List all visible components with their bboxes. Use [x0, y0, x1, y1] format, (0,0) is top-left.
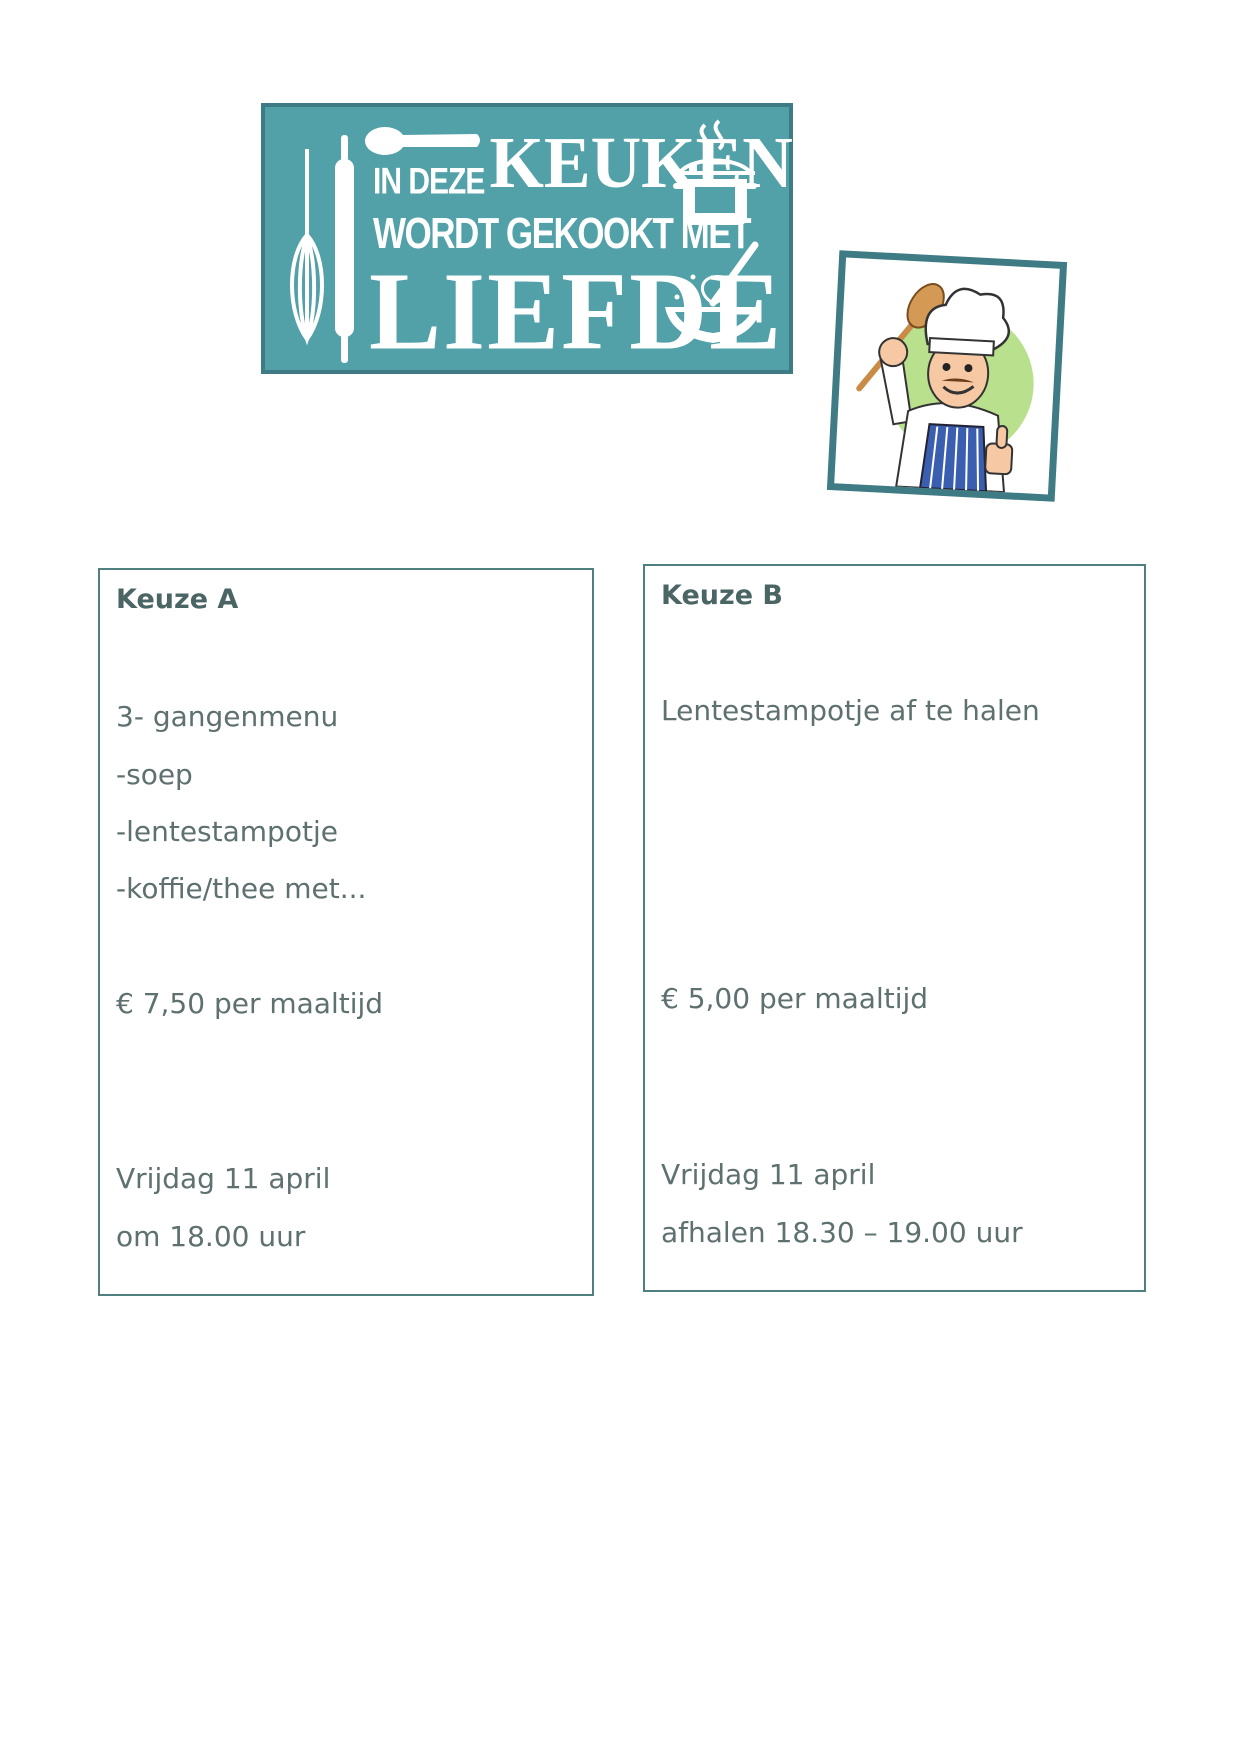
keuze-a-time: om 18.00 uur	[116, 1220, 306, 1253]
keuze-a-title: Keuze A	[116, 584, 239, 615]
keuze-a-card	[98, 568, 594, 1296]
keuze-a-item-soep: -soep	[116, 758, 193, 791]
keuze-a-price: € 7,50 per maaltijd	[116, 987, 384, 1020]
banner-in-deze: IN DEZE	[373, 160, 485, 202]
keuze-b-date: Vrijdag 11 april	[661, 1158, 876, 1191]
chef-picture-frame	[827, 250, 1067, 502]
banner-keuken: KEUKEN	[489, 123, 793, 204]
rolling-pin-icon	[335, 135, 354, 363]
keuze-b-time: afhalen 18.30 – 19.00 uur	[661, 1216, 1023, 1249]
keuze-a-item-lentestampotje: -lentestampotje	[116, 815, 338, 848]
keuze-a-item-koffie-thee: -koffie/thee met...	[116, 872, 367, 905]
banner-liefde: LIEFDE	[369, 250, 784, 374]
keuze-b-card	[643, 564, 1146, 1292]
keuze-a-menu-title: 3- gangenmenu	[116, 700, 339, 733]
keuze-a-date: Vrijdag 11 april	[116, 1162, 331, 1195]
keuze-b-title: Keuze B	[661, 580, 783, 611]
keuze-b-price: € 5,00 per maaltijd	[661, 982, 929, 1015]
whisk-icon	[292, 149, 322, 339]
banner-line-1	[373, 123, 793, 204]
kitchen-banner	[261, 103, 793, 374]
keuze-b-description: Lentestampotje af te halen	[661, 694, 1040, 727]
chef-icon	[834, 258, 1060, 495]
banner-line-2: WORDT GEKOOKT MET	[373, 209, 750, 258]
